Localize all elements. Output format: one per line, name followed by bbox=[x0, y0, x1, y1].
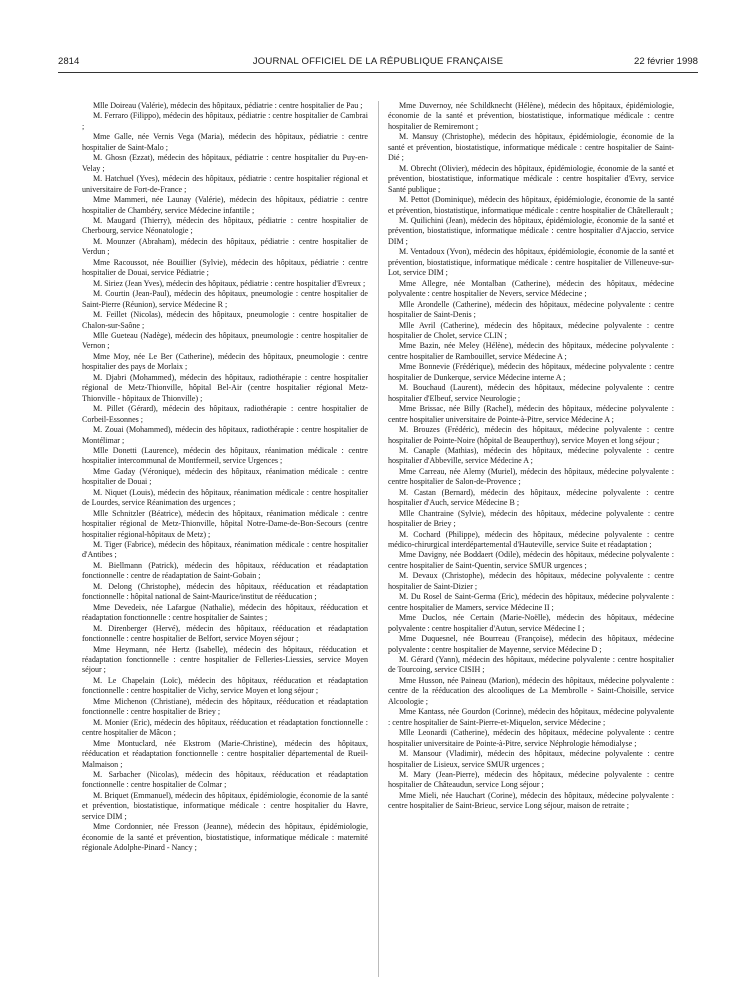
page-header bbox=[58, 56, 698, 72]
appointment-entry: M. Mansuy (Christophe), médecin des hôpitaux, épidémiologie, économie de la santé et prévention, biostatistique, informatique médicale : centre hospitalier de Saint-Dié ; bbox=[388, 132, 674, 163]
appointment-entry: M. Courtin (Jean-Paul), médecin des hôpitaux, pneumologie : centre hospitalier de Saint-Pierre (Réunion), service Médecine R ; bbox=[82, 289, 368, 309]
appointment-entry: M. Ventadoux (Yvon), médecin des hôpitaux, épidémiologie, économie de la santé et prévention, biostatistique, informatique médicale : centre hospitalier de Villeneuve-sur-Lot, service DIM ; bbox=[388, 247, 674, 278]
appointment-entry: Mlle Schnitzler (Béatrice), médecin des hôpitaux, réanimation médicale : centre hospitalier régional de Metz-Thionville, hôpital Notre-Dame-de-Bon-Secours (centre hospitalier régional-hôpitaux de Metz) ; bbox=[82, 508, 368, 539]
appointment-entry: M. Devaux (Christophe), médecin des hôpitaux, médecine polyvalente : centre hospitalier de Saint-Dizier ; bbox=[388, 571, 674, 591]
appointment-entry: Mme Duquesnel, née Bourreau (Françoise), médecin des hôpitaux, médecine polyvalente : centre hospitalier de Mayenne, service Médecine D ; bbox=[388, 634, 674, 654]
appointment-entry: Mme Bazin, née Meley (Hélène), médecin des hôpitaux, médecine polyvalente : centre hospitalier de Rambouillet, service Médecine A ; bbox=[388, 341, 674, 361]
appointment-entry: Mlle Leonardi (Catherine), médecin des hôpitaux, médecine polyvalente : centre hospitalier universitaire de Pointe-à-Pitre, service Néphrologie hémodialyse ; bbox=[388, 728, 674, 748]
appointment-entry: M. Cochard (Philippe), médecin des hôpitaux, médecine polyvalente : centre médico-chirurgical interdépartemental d'Hauteville, service Suite et réadaptation ; bbox=[388, 529, 674, 550]
appointment-entry: M. Biellmann (Patrick), médecin des hôpitaux, rééducation et réadaptation fonctionnelle : centre de réadaptation de Saint-Gobain ; bbox=[82, 560, 368, 581]
appointment-entry: M. Hatchuel (Yves), médecin des hôpitaux, pédiatrie : centre hospitalier régional et universitaire de Fort-de-France ; bbox=[82, 174, 368, 194]
appointment-entry: M. Pillet (Gérard), médecin des hôpitaux, radiothérapie : centre hospitalier de Corbeil-Essonnes ; bbox=[82, 404, 368, 424]
appointment-entry: M. Monier (Eric), médecin des hôpitaux, rééducation et réadaptation fonctionnelle : centre hospitalier de Mâcon ; bbox=[82, 717, 368, 738]
appointment-entry: M. Zouai (Mohammed), médecin des hôpitaux, radiothérapie : centre hospitalier de Montélimar ; bbox=[82, 425, 368, 445]
appointment-entry: M. Feillet (Nicolas), médecin des hôpitaux, pneumologie : centre hospitalier de Chalon-sur-Saône ; bbox=[82, 310, 368, 330]
appointment-entry: Mme Montuclard, née Ekstrom (Marie-Christine), médecin des hôpitaux, rééducation et réadaptation fonctionnelle : centre hospitalier départemental de Rueil-Malmaison ; bbox=[82, 738, 368, 769]
appointment-entry: M. Sarbacher (Nicolas), médecin des hôpitaux, rééducation et réadaptation fonctionnelle : centre hospitalier de Colmar ; bbox=[82, 770, 368, 790]
appointment-entry: M. Direnberger (Hervé), médecin des hôpitaux, rééducation et réadaptation fonctionnelle : centre hospitalier de Belfort, service Moyen séjour ; bbox=[82, 623, 368, 644]
appointment-entry: Mme Moy, née Le Ber (Catherine), médecin des hôpitaux, pneumologie : centre hospitalier des pays de Morlaix ; bbox=[82, 351, 368, 372]
appointment-entry: M. Castan (Bernard), médecin des hôpitaux, médecine polyvalente : centre hospitalier d'Auch, service Médecine B ; bbox=[388, 487, 674, 508]
appointment-entry: Mme Racoussot, née Bouillier (Sylvie), médecin des hôpitaux, pédiatrie : centre hospitalier de Douai, service Pédiatrie ; bbox=[82, 257, 368, 278]
appointment-entry: Mme Allegre, née Montalban (Catherine), médecin des hôpitaux, médecine polyvalente : centre hospitalier de Nevers, service Médecine ; bbox=[388, 278, 674, 299]
appointment-entry: M. Siriez (Jean Yves), médecin des hôpitaux, pédiatrie : centre hospitalier d'Evreux ; bbox=[93, 278, 366, 288]
appointment-entry: Mme Husson, née Paineau (Marion), médecin des hôpitaux, médecine polyvalente : centre de la rééducation des alcooliques de La Membrolle - Saint-Choisille, service Alcoologie ; bbox=[388, 675, 674, 706]
appointment-entry: M. Delong (Christophe), médecin des hôpitaux, rééducation et réadaptation fonctionnelle : hôpital national de Saint-Maurice/institut de rééducation ; bbox=[82, 581, 368, 602]
appointment-entry: M. Quilichini (Jean), médecin des hôpitaux, épidémiologie, économie de la santé et prévention, biostatistique, informatique médicale : centre hospitalier d'Ajaccio, service DIM ; bbox=[388, 215, 674, 246]
appointment-entry: Mme Brissac, née Billy (Rachel), médecin des hôpitaux, médecine polyvalente : centre hospitalier universitaire de Pointe-à-Pitre, service Médecine A ; bbox=[388, 404, 674, 424]
appointment-entry: Mme Gaday (Véronique), médecin des hôpitaux, réanimation médicale : centre hospitalier de Douai ; bbox=[82, 466, 368, 487]
appointment-entry: Mlle Avril (Catherine), médecin des hôpitaux, médecine polyvalente : centre hospitalier de Cholet, service CLIN ; bbox=[388, 320, 674, 340]
appointment-entry: Mme Bonnevie (Frédérique), médecin des hôpitaux, médecine polyvalente : centre hospitalier de Dunkerque, service Médecine interne A ; bbox=[388, 362, 674, 382]
appointment-entry: M. Mary (Jean-Pierre), médecin des hôpitaux, médecine polyvalente : centre hospitalier de Châteaudun, service Long séjour ; bbox=[388, 770, 674, 790]
appointment-entry: M. Du Rosel de Saint-Germa (Eric), médecin des hôpitaux, médecine polyvalente : centre hospitalier de Mamers, service Médecine II ; bbox=[388, 592, 674, 612]
appointment-entry: M. Mansour (Vladimir), médecin des hôpitaux, médecine polyvalente : centre hospitalier de Lisieux, service SMUR urgences ; bbox=[388, 749, 674, 769]
appointment-entry: Mme Cordonnier, née Fresson (Jeanne), médecin des hôpitaux, épidémiologie, économie de la santé et prévention, biostatistique, informatique médicale : maternité régionale Adolphe-Pinard - Nancy ; bbox=[82, 822, 368, 853]
appointment-entry: Mlle Arondelle (Catherine), médecin des hôpitaux, médecine polyvalente : centre hospitalier de Saint-Denis ; bbox=[388, 299, 674, 320]
appointment-entry: M. Canaple (Mathias), médecin des hôpitaux, médecine polyvalente : centre hospitalier d'Abbeville, service Médecine A ; bbox=[388, 445, 674, 466]
appointment-entry: Mme Duvernoy, née Schildknecht (Hélène), médecin des hôpitaux, épidémiologie, économie de la santé et prévention, biostatistique, informatique médicale : centre hospitalier de Remiremont ; bbox=[388, 101, 674, 131]
page-number: 2814 bbox=[58, 56, 80, 67]
appointment-entry: M. Gérard (Yann), médecin des hôpitaux, médecine polyvalente : centre hospitalier de Tourcoing, service CISIH ; bbox=[388, 655, 674, 675]
appointment-entry: Mme Duclos, née Certain (Marie-Noëlle), médecin des hôpitaux, médecine polyvalente : centre hospitalier d'Autun, service Médecine I ; bbox=[388, 613, 674, 633]
appointment-entry: Mme Mammeri, née Launay (Valérie), médecin des hôpitaux, pédiatrie : centre hospitalier de Chambéry, service Médecine infantile ; bbox=[82, 195, 368, 215]
appointment-entry: M. Maugard (Thierry), médecin des hôpitaux, pédiatrie : centre hospitalier de Cherbourg, service Néonatologie ; bbox=[82, 215, 368, 236]
appointment-entry: M. Brouzes (Frédéric), médecin des hôpitaux, médecine polyvalente : centre hospitalier de Pointe-Noire (hôpital de Beauperthuy), service Moyen et long séjour ; bbox=[388, 425, 674, 445]
appointment-entry: Mlle Doireau (Valérie), médecin des hôpitaux, pédiatrie : centre hospitalier de Pau ; bbox=[93, 101, 363, 110]
right-column bbox=[388, 101, 674, 981]
appointment-entry: M. Mounzer (Abraham), médecin des hôpitaux, pédiatrie : centre hospitalier de Verdun ; bbox=[82, 236, 368, 257]
appointment-entry: M. Niquet (Louis), médecin des hôpitaux, réanimation médicale : centre hospitalier de Lourdes, service Réanimation des urgences ; bbox=[82, 487, 368, 508]
appointment-entry: Mme Carreau, née Alemy (Muriel), médecin des hôpitaux, médecine polyvalente : centre hospitalier de Salon-de-Provence ; bbox=[388, 466, 674, 487]
header-rule bbox=[58, 72, 698, 73]
left-column bbox=[82, 101, 368, 981]
appointment-entry: M. Ghosn (Ezzat), médecin des hôpitaux, pédiatrie : centre hospitalier du Puy-en-Velay ; bbox=[82, 153, 368, 173]
publication-date: 22 février 1998 bbox=[634, 56, 698, 67]
appointment-entry: Mme Michenon (Christiane), médecin des hôpitaux, rééducation et réadaptation fonctionnelle : centre hospitalier de Briey ; bbox=[82, 696, 368, 717]
appointment-entry: Mme Galle, née Vernis Vega (Maria), médecin des hôpitaux, pédiatrie : centre hospitalier de Saint-Malo ; bbox=[82, 132, 368, 152]
appointment-entry: M. Tiger (Fabrice), médecin des hôpitaux, réanimation médicale : centre hospitalier d'Antibes ; bbox=[82, 540, 368, 560]
appointment-entry: M. Bouchaud (Laurent), médecin des hôpitaux, médecine polyvalente : centre hospitalier d'Elbeuf, service Neurologie ; bbox=[388, 383, 674, 403]
appointment-entry: Mlle Chantraine (Sylvie), médecin des hôpitaux, médecine polyvalente : centre hospitalier de Briey ; bbox=[388, 508, 674, 529]
journal-title: JOURNAL OFFICIEL DE LA RÉPUBLIQUE FRANÇAISE bbox=[252, 56, 504, 67]
appointment-entry: M. Djabri (Mohammed), médecin des hôpitaux, radiothérapie : centre hospitalier régional de Metz-Thionville, hôpital Bel-Air (centre hospitalier régional Metz-Thionville - hôpitaux de Thionville) ; bbox=[82, 372, 368, 403]
appointment-entry: M. Obrecht (Olivier), médecin des hôpitaux, épidémiologie, économie de la santé et prévention, biostatistique, informatique médicale : centre hospitalier d'Evry, service Santé publique ; bbox=[388, 163, 674, 194]
appointment-entry: Mme Kantass, née Gourdon (Corinne), médecin des hôpitaux, médecine polyvalente : centre hospitalier de Saint-Pierre-et-Miquelon, service Médecine ; bbox=[388, 707, 674, 727]
appointment-entry: M. Briquet (Emmanuel), médecin des hôpitaux, épidémiologie, économie de la santé et prévention, biostatistique, informatique médicale : centre hospitalier du Havre, service DIM ; bbox=[82, 790, 368, 821]
appointment-entry: M. Le Chapelain (Loïc), médecin des hôpitaux, rééducation et réadaptation fonctionnelle : centre hospitalier de Vichy, service Moyen et long séjour ; bbox=[82, 675, 368, 696]
appointment-entry: M. Ferraro (Filippo), médecin des hôpitaux, pédiatrie : centre hospitalier de Cambrai ; bbox=[82, 111, 368, 131]
appointment-entry: Mme Heymann, née Hertz (Isabelle), médecin des hôpitaux, rééducation et réadaptation fonctionnelle : centre hospitalier de Felleries-Liessies, service Moyen séjour ; bbox=[82, 644, 368, 675]
column-separator bbox=[378, 101, 379, 977]
appointment-entry: Mme Davigny, née Boddaert (Odile), médecin des hôpitaux, médecine polyvalente : centre hospitalier de Saint-Quentin, service SMUR urgences ; bbox=[388, 550, 674, 570]
appointment-entry: M. Pettot (Dominique), médecin des hôpitaux, épidémiologie, économie de la santé et prévention, biostatistique, informatique médicale : centre hospitalier de Châtellerault ; bbox=[388, 195, 674, 215]
appointment-entry: Mme Mieli, née Hauchart (Corine), médecin des hôpitaux, médecine polyvalente : centre hospitalier de Saint-Brieuc, service Long séjour, maison de retraite ; bbox=[388, 790, 674, 811]
appointment-entry: Mlle Gueteau (Nadège), médecin des hôpitaux, pneumologie : centre hospitalier de Vernon ; bbox=[82, 330, 368, 351]
appointment-entry: Mme Devedeix, née Lafargue (Nathalie), médecin des hôpitaux, rééducation et réadaptation fonctionnelle : centre hospitalier de Saintes ; bbox=[82, 602, 368, 623]
appointment-entry: Mlle Donetti (Laurence), médecin des hôpitaux, réanimation médicale : centre hospitalier intercommunal de Montfermeil, service Urgences ; bbox=[82, 445, 368, 466]
